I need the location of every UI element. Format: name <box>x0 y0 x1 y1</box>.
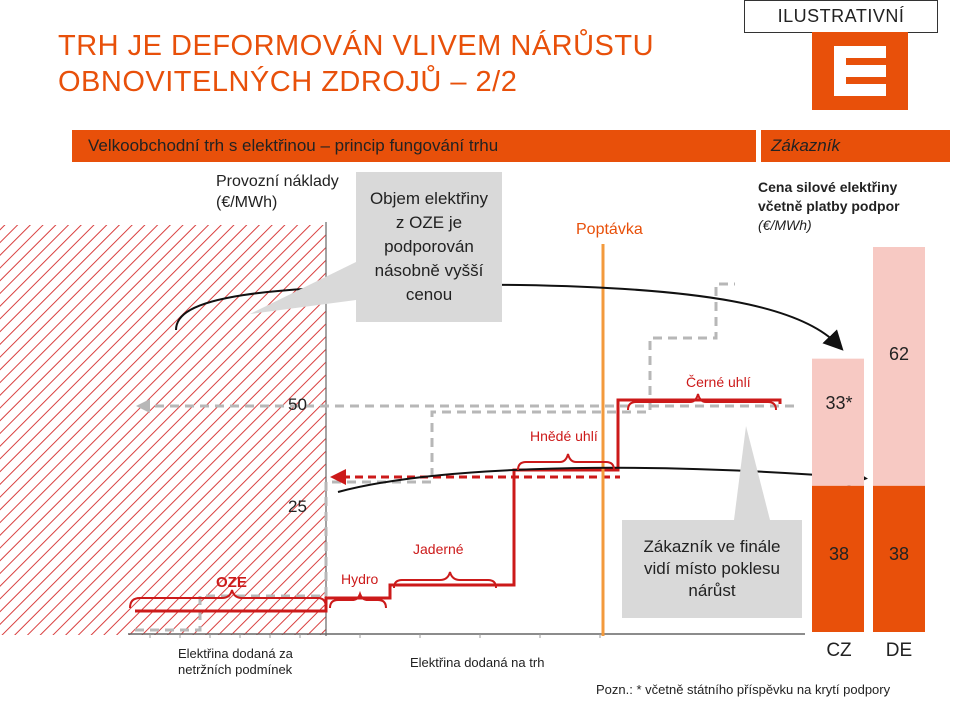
callout-oze-support <box>356 172 502 322</box>
y-tick-25: 25 <box>288 497 307 516</box>
bottom-label-market: Elektřina dodaná na trh <box>410 655 545 670</box>
bar-cz-support <box>812 359 864 486</box>
right-panel-title <box>758 178 900 235</box>
left-axis-label-line-2: (€/MWh) <box>216 194 278 211</box>
illustrative-tag: ILUSTRATIVNÍ <box>744 0 938 33</box>
callout-oze-line-1: Objem elektřiny <box>369 189 489 208</box>
coal-label: Černé uhlí <box>686 374 751 390</box>
callout-customer-line-2: vidí místo poklesu <box>643 559 781 578</box>
callout-oze-line-5: cenou <box>405 285 453 304</box>
bottom-label-nonmarket <box>178 646 293 678</box>
callout-customer-sees <box>622 520 802 618</box>
bar-cz-base-label: 38 <box>828 544 850 564</box>
bar-de-base-label: 38 <box>888 544 910 564</box>
callout-oze-line-3: podporován <box>384 237 474 256</box>
title-line-2: OBNOVITELNÝCH ZDROJŮ – 2/2 <box>58 66 518 98</box>
bar-de-country-label: DE <box>885 640 913 661</box>
title-line-1: TRH JE DEFORMOVÁN VLIVEM NÁRŮSTU <box>58 30 655 62</box>
callout-customer-line-3: nárůst <box>688 581 736 600</box>
bar-de-support <box>873 247 925 486</box>
oze-hatched-area <box>0 225 326 635</box>
market-band: Velkoobchodní trh s elektřinou – princip fungování trhu <box>72 130 756 162</box>
footnote: Pozn.: * včetně státního příspěvku na krytí podpory <box>596 682 891 697</box>
hydro-label: Hydro <box>341 571 379 587</box>
bar-cz-country-label: CZ <box>826 640 852 661</box>
right-price-bars <box>812 247 925 632</box>
oze-label: OZE <box>216 574 247 591</box>
right-panel-title-line-2: včetně platby podpor <box>758 198 900 214</box>
y-tick-50: 50 <box>288 395 307 414</box>
left-axis-label-line-1: Provozní náklady <box>216 173 339 190</box>
left-axis-label <box>216 171 339 213</box>
bottom-label-nonmarket-line-1: Elektřina dodaná za <box>178 646 293 661</box>
customer-band: Zákazník <box>761 130 950 162</box>
bottom-label-nonmarket-line-2: netržních podmínek <box>178 662 293 677</box>
callout-oze-line-2: z OZE je <box>395 213 463 232</box>
bar-de-support-label: 62 <box>888 344 910 364</box>
callout-oze-line-4: násobně vyšší <box>374 261 484 280</box>
bar-cz-support-label: 33* <box>825 393 853 413</box>
callout-customer-line-1: Zákazník ve finále <box>643 537 781 556</box>
lignite-label: Hnědé uhlí <box>530 428 598 444</box>
demand-label: Poptávka <box>576 221 643 238</box>
right-panel-title-line-3: (€/MWh) <box>758 217 812 233</box>
right-panel-title-line-1: Cena silové elektřiny <box>758 179 898 195</box>
brace-hydro <box>330 594 386 608</box>
callout-pointer-customer <box>734 426 770 520</box>
nuclear-label: Jaderné <box>413 541 464 557</box>
